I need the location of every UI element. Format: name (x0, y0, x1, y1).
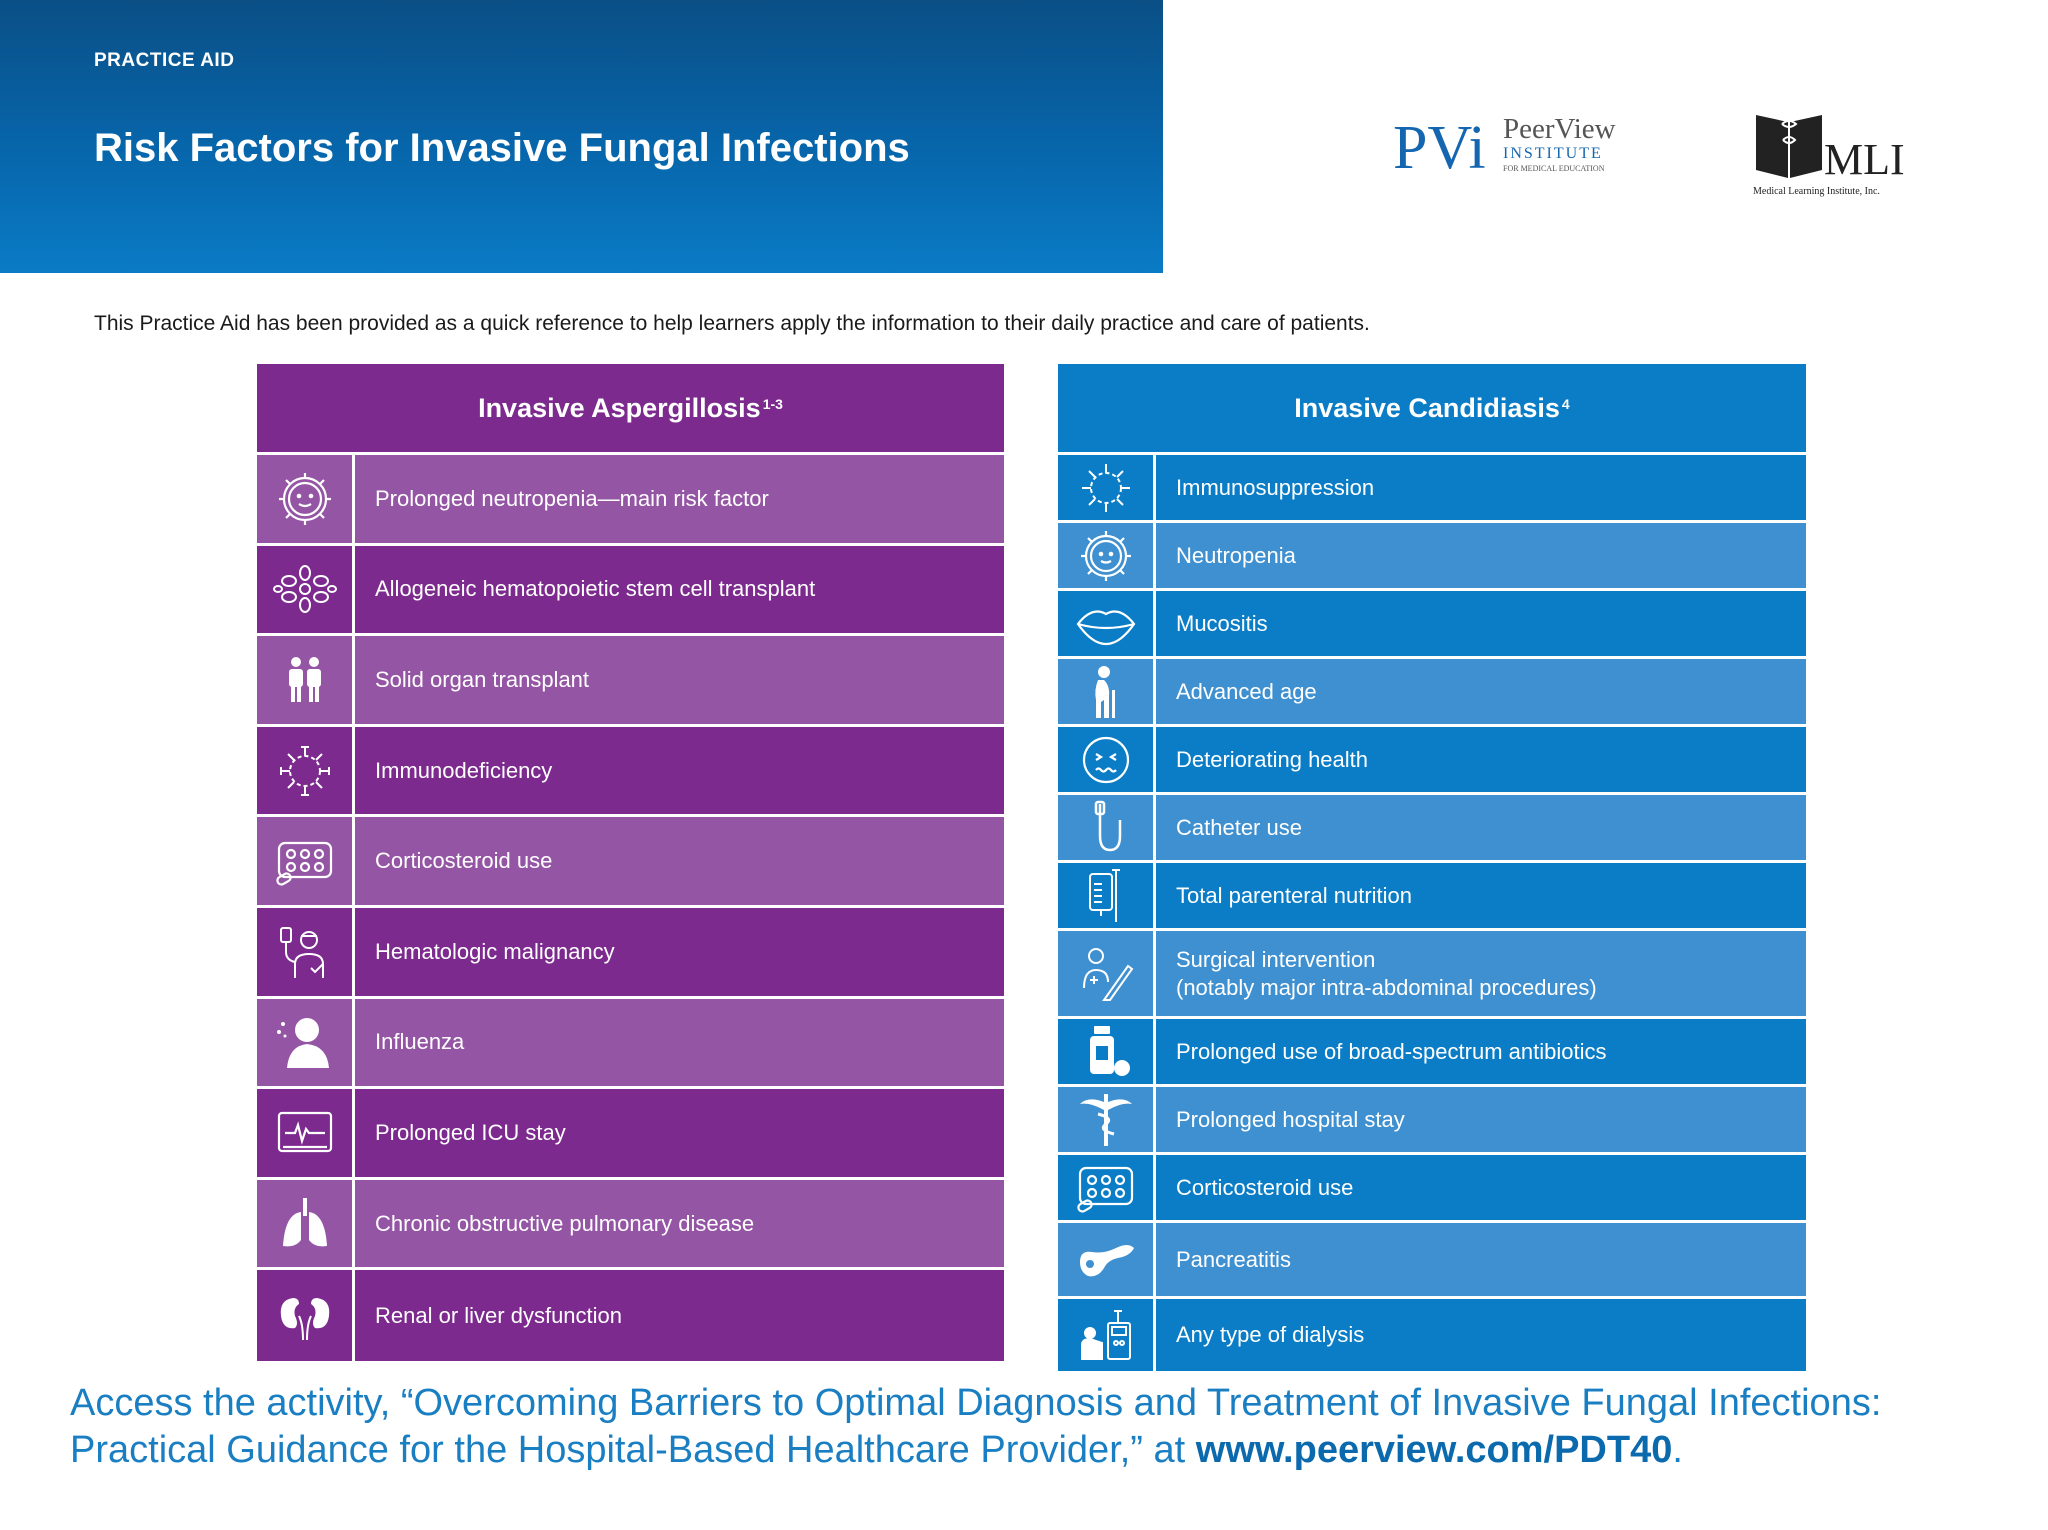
row-label (1156, 931, 1806, 1016)
neutrophil-cell-icon (273, 467, 337, 531)
candidiasis-refs: 4 (1561, 396, 1570, 412)
virus-icon (273, 739, 337, 803)
row-label: Allogeneic hematopoietic stem cell transplant (375, 576, 816, 602)
table-row (257, 817, 1004, 908)
pancreas-icon (1074, 1228, 1138, 1292)
row-label: Immunosuppression (1176, 474, 1375, 500)
table-row (1058, 523, 1806, 591)
medicine-bottle-icon (1074, 1020, 1138, 1084)
row-label: Mucositis (1176, 610, 1268, 636)
pill-pack-icon (273, 829, 337, 893)
catheter-icon (1074, 796, 1138, 860)
footer-cta (70, 1380, 2000, 1474)
row-label: Neutropenia (1176, 542, 1296, 568)
pvi-institute: INSTITUTE (1503, 145, 1603, 162)
heart-monitor-icon (273, 1101, 337, 1165)
pvi-mark: PVi (1393, 114, 1486, 182)
row-label: Chronic obstructive pulmonary disease (375, 1210, 755, 1236)
row-label: Pancreatitis (1176, 1246, 1291, 1272)
aspergillosis-table (257, 364, 1004, 1361)
row-label: Total parenteral nutrition (1176, 882, 1413, 908)
row-label: Corticosteroid use (375, 848, 553, 874)
activity-link[interactable]: www.peerview.com/PDT40 (1195, 1429, 1673, 1471)
intro-text: This Practice Aid has been provided as a quick reference to help learners apply the information to their daily practice and care of patients. (94, 312, 1370, 335)
mli-logo (1752, 110, 1932, 200)
page-title: Risk Factors for Invasive Fungal Infections (94, 126, 910, 170)
table-row (1058, 1223, 1806, 1299)
table-row (1058, 455, 1806, 523)
row-label: Corticosteroid use (1176, 1174, 1354, 1200)
sneezing-person-icon (273, 1010, 337, 1074)
sick-face-icon (1074, 728, 1138, 792)
mli-mark: MLI (1824, 135, 1905, 184)
iv-bag-icon (1074, 864, 1138, 928)
footer-line1: Access the activity, “Overcoming Barriers to Optimal Diagnosis and Treatment of Invasive Fungal Infections: (70, 1382, 1882, 1424)
row-label: Prolonged neutropenia—main risk factor (375, 485, 769, 511)
pill-pack-icon (1074, 1156, 1138, 1220)
candidiasis-table (1058, 364, 1806, 1371)
footer-line2: Practical Guidance for the Hospital-Based Healthcare Provider,” at (70, 1429, 1196, 1471)
row-label: Solid organ transplant (375, 666, 590, 692)
table-row (257, 546, 1004, 637)
row-label: Any type of dialysis (1176, 1322, 1365, 1347)
table-row (257, 455, 1004, 546)
patient-iv-icon (273, 920, 337, 984)
row-label-line1: Surgical intervention (1176, 946, 1376, 972)
table-row (1058, 659, 1806, 727)
aspergillosis-header (257, 364, 1004, 455)
row-label: Hematologic malignancy (375, 938, 615, 964)
table-row (257, 1180, 1004, 1271)
table-row (1058, 727, 1806, 795)
elderly-person-icon (1074, 660, 1138, 724)
lungs-icon (273, 1192, 337, 1256)
mli-sub: Medical Learning Institute, Inc. (1753, 186, 1880, 197)
aspergillosis-refs: 1-3 (762, 396, 783, 412)
open-book-icon (1756, 112, 1822, 178)
candidiasis-title: Invasive Candidiasis (1294, 392, 1560, 423)
table-row (1058, 591, 1806, 659)
row-label: Renal or liver dysfunction (375, 1302, 623, 1328)
row-label: Deteriorating health (1176, 746, 1369, 772)
kidneys-icon (273, 1284, 337, 1348)
row-label: Prolonged use of broad-spectrum antibiotics (1176, 1038, 1607, 1064)
peerview-logo (1393, 108, 1643, 203)
pvi-name: PeerView (1503, 113, 1616, 145)
row-label-line2: (notably major intra-abdominal procedures) (1176, 974, 1597, 1000)
stem-cells-icon (273, 557, 337, 621)
caduceus-icon (1074, 1088, 1138, 1152)
row-label: Catheter use (1176, 814, 1302, 840)
table-row (1058, 1155, 1806, 1223)
aspergillosis-title: Invasive Aspergillosis (478, 392, 761, 423)
candidiasis-header (1058, 364, 1806, 455)
row-label: Influenza (375, 1029, 465, 1055)
table-row (1058, 1087, 1806, 1155)
virus-icon (1074, 456, 1138, 520)
lips-icon (1074, 592, 1138, 656)
table-row (1058, 931, 1806, 1019)
row-label: Prolonged ICU stay (375, 1119, 566, 1145)
table-row (1058, 795, 1806, 863)
pvi-sub: FOR MEDICAL EDUCATION (1503, 164, 1605, 173)
footer-period: . (1672, 1429, 1683, 1471)
table-row (1058, 1299, 1806, 1371)
table-row (257, 727, 1004, 818)
header-banner (0, 0, 1163, 273)
dialysis-machine-icon (1074, 1303, 1138, 1367)
table-row (257, 999, 1004, 1090)
two-people-icon (273, 648, 337, 712)
table-row (1058, 863, 1806, 931)
table-row (257, 1089, 1004, 1180)
row-label: Immunodeficiency (375, 757, 553, 783)
table-row (1058, 1019, 1806, 1087)
table-row (257, 636, 1004, 727)
eyebrow-label: PRACTICE AID (94, 50, 235, 71)
surgeon-scalpel-icon (1074, 942, 1138, 1006)
table-row (257, 908, 1004, 999)
row-label: Advanced age (1176, 678, 1317, 704)
neutrophil-cell-icon (1074, 524, 1138, 588)
row-label: Prolonged hospital stay (1176, 1106, 1405, 1132)
table-row (257, 1270, 1004, 1361)
